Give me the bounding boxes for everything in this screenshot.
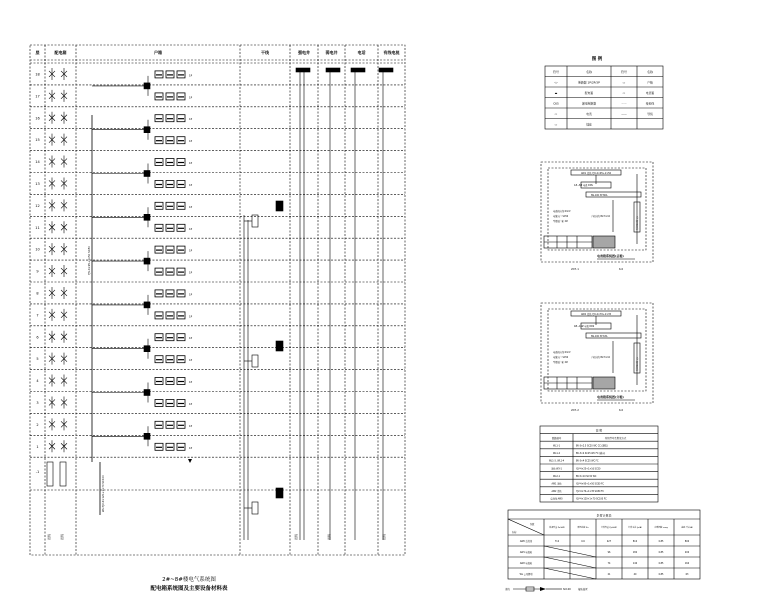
legend-cell: - - - (621, 101, 627, 106)
load-cell: 40 (633, 573, 637, 576)
floor-box (144, 258, 150, 264)
basement-box (60, 462, 66, 486)
legend-cell: ▬ (554, 91, 558, 95)
load-cell: 182 (632, 551, 638, 554)
load-cell: 200 (684, 551, 690, 554)
spec-cell: WL1-3, WL1-4 (548, 459, 565, 463)
legend-header: 符号 (620, 70, 628, 74)
floor-label: 10 (35, 247, 40, 252)
spec-cell: 总进线 AW0 (550, 497, 563, 501)
legend-header: 名称 (646, 70, 654, 74)
spec-header: 回路编号 (551, 437, 562, 441)
load-header: 需用系数 Kx (577, 527, 589, 529)
shaft-top-device (351, 68, 365, 72)
legend-cell: ▭ (554, 112, 558, 116)
load-cell: 800 (684, 540, 690, 543)
legend-cell: 电表箱 (645, 91, 655, 95)
floor-label: 5 (36, 357, 39, 362)
unit-breaker-label: 1P (189, 205, 193, 209)
trunk-meter (276, 488, 283, 498)
load-header: 进线 开关(A) (681, 527, 693, 529)
panel-note: 电缆出户 SC50 (553, 215, 569, 218)
footer-arrow (540, 587, 546, 591)
legend-cell: 电表 (586, 112, 592, 116)
floor-label: 18 (35, 72, 40, 77)
unit-breaker-label: 1P (189, 315, 193, 319)
shaft-top-device (326, 68, 340, 72)
floor-label: 1 (36, 444, 39, 449)
panel-scale-a: 2D7-2 (571, 409, 579, 412)
floor-label: 16 (35, 116, 40, 121)
panel-header: AW1 进线 YJV-4×95+1×50 (580, 172, 612, 175)
basement-label: 进线 (382, 533, 386, 540)
legend-cell: ▭ (554, 122, 558, 127)
load-title: 负荷计算表 (596, 513, 612, 518)
load-cell: 160 (684, 562, 690, 565)
riser-header: 有线电视 (383, 50, 400, 55)
legend-cell: 漏电断路器 (582, 101, 596, 106)
unit-breaker-label: 1P (189, 162, 193, 165)
drawing-title-line1: 2#~8#楼电气系统图 (162, 577, 216, 583)
load-cell: 712 (554, 540, 560, 543)
load-cell: 74 (607, 562, 611, 565)
load-header: 功率因数 cosφ (654, 527, 668, 529)
panel-block (593, 236, 615, 248)
load-cell: 0.85 (658, 562, 664, 565)
unit-breaker-label: 1P (189, 118, 193, 122)
riser-header: 户箱 (154, 50, 162, 55)
shaft-top-device (379, 68, 393, 72)
basement-label: 进线 (47, 533, 51, 540)
floor-box (144, 214, 150, 220)
floor-box (144, 171, 150, 177)
meter-panel-2 (541, 303, 653, 412)
unit-breaker-label: 1P (189, 337, 193, 341)
floor-box (144, 302, 150, 308)
basement-box (47, 462, 53, 486)
floor-label: 2 (36, 422, 39, 427)
riser-header: 配电箱 (54, 50, 67, 55)
meter-panel-1 (541, 162, 653, 271)
floor-box (144, 346, 150, 352)
riser-header: 层 (35, 50, 40, 55)
legend-header: 符号 (552, 70, 560, 74)
panel-caption: 电表箱系统图(总箱) (597, 254, 624, 258)
floor-label: 4 (36, 379, 39, 384)
floor-box (144, 83, 150, 89)
legend-cell: —— (621, 112, 627, 116)
floor-label: 8 (36, 291, 39, 296)
legend-cell: 断路器 1P/2P/3P (578, 80, 600, 85)
spec-cell: WL1-1 (553, 444, 560, 448)
unit-breaker-label: 1P (189, 359, 193, 363)
basement-label: 进线 (60, 533, 64, 540)
load-header: 设备容量 Pe(kW) (549, 527, 565, 529)
riser-header: 强电井 (298, 50, 310, 55)
footer-right: 接地装置 (578, 588, 588, 591)
unit-breaker-label: 1P (189, 271, 193, 275)
legend-cell: 接地线 (645, 101, 655, 106)
load-header: 计算容量 Pjs(kW) (600, 527, 618, 529)
riser-header: 弱电井 (325, 50, 338, 55)
panel-side-label: 接进线总箱 YJV (637, 357, 639, 371)
panel-meter-label: 1#~8# 电表 DDS (574, 184, 593, 187)
footer-left: 进线 (505, 588, 510, 591)
floor-label: 3 (36, 400, 39, 405)
load-cell: 810 (632, 540, 638, 543)
load-cell: 0.85 (658, 540, 664, 543)
spec-header: 导线型号及敷设方式 (604, 437, 627, 441)
spec-cell: YJV-4×25+1×16 SC50 (576, 467, 601, 471)
panel-block (593, 377, 615, 389)
riser-frame (30, 45, 405, 555)
arrow-marker (188, 459, 192, 463)
footer-symbol (505, 587, 588, 591)
load-header: 计算电流 Ijs(A) (628, 527, 642, 529)
drawing-title-line2: 配电箱系统图及主要设备材料表 (150, 586, 228, 592)
basement-label: 进线 (294, 533, 298, 540)
load-cell: AW1 电表箱 (519, 551, 533, 554)
load-cell: AW2 电表箱 (519, 562, 533, 565)
legend-cell: ▭ (622, 91, 626, 95)
spec-cell: AW2 进线 (551, 490, 562, 494)
riser-cable-label: YJV-4×95+1×50 SC80 (88, 246, 91, 275)
unit-breaker-label: 1P (189, 424, 193, 428)
spec-cell: YJV-4×70+1×35 SC80 FC (576, 490, 604, 494)
floor-label: 6 (36, 335, 39, 340)
spec-cell: BV-3×2.5 SC20 WC CC (照明) (576, 444, 608, 448)
panel-side-label: 接进线总箱 YJV (637, 216, 639, 230)
panel-breaker-label: NS-100 3P 63A (591, 335, 608, 338)
riser-header: 电话 (357, 50, 366, 55)
trunk-meter (276, 341, 283, 351)
legend-cell: -◇- (553, 80, 559, 85)
panel-scale-a: 2D7-1 (571, 268, 579, 271)
spec-cell: YJV-4×95+1×50 SC80 FC (576, 482, 604, 486)
spec-cell: BV-3×4 SC25 WC FC (576, 459, 599, 463)
panel-outgoing-label: 户箱出线 BV-3×10 (591, 356, 611, 359)
unit-breaker-label: 1P (189, 249, 193, 253)
unit-breaker-label: 1P (189, 381, 193, 384)
legend-cell: 配电箱 (584, 91, 594, 95)
spec-cell: BV-5×10 SC32 WC (576, 474, 597, 478)
panel-note: 至楼层户箱 2# (553, 220, 568, 223)
load-cell: 21 (607, 573, 611, 576)
spec-cell: 进线 WX-1 (551, 467, 562, 471)
unit-breaker-label: 1P (189, 446, 193, 450)
legend-header: 名称 (585, 70, 593, 74)
spec-cell: BV-3×4 SC25 WC FC (插座) (576, 452, 606, 456)
legend-cell: ▭ (622, 80, 626, 85)
floor-label: 13 (35, 181, 40, 186)
floor-label: 9 (36, 269, 39, 274)
legend-cell: C65 (553, 101, 559, 106)
spec-cell: WL2-1 (553, 474, 560, 478)
riser-header: 干线 (261, 50, 269, 55)
load-cell: 96 (607, 551, 611, 554)
load-cell: 427 (606, 540, 612, 543)
footer-mid: SC100 (563, 588, 571, 591)
spec-cell: WL1-2 (553, 452, 560, 456)
legend-cell: 导线 (647, 112, 653, 116)
floor-box (144, 433, 150, 439)
load-frame (508, 510, 700, 579)
panel-outgoing-label: 户箱出线 BV-3×10 (591, 215, 611, 218)
drawing-title (150, 575, 228, 592)
basement-label: 进线 (327, 533, 331, 540)
panel-note: 电缆出户 SC50 (553, 356, 569, 359)
spec-table (540, 426, 658, 502)
legend-table (545, 55, 663, 129)
load-corner-bottom: 名称 (512, 531, 517, 534)
load-table (508, 510, 700, 579)
legend-cell: 户箱 (647, 80, 653, 85)
load-cell: 0.6 (581, 540, 585, 543)
trunk-meter (276, 201, 283, 211)
unit-breaker-label: 1P (189, 293, 193, 297)
floor-box (144, 127, 150, 133)
panel-note: 电表箱出线 6mm² (553, 210, 572, 213)
trunk-box (252, 215, 258, 227)
riser-diagram (30, 45, 405, 555)
panel-scale-b: 6.0 (619, 268, 624, 271)
load-cell: 140 (632, 562, 638, 565)
load-cell: AW0 总进线 (519, 540, 533, 543)
load-corner-top: 参数 (530, 523, 535, 526)
panel-breaker-label: NS-100 3P 80A (591, 194, 608, 197)
unit-breaker-label: 1P (189, 403, 193, 406)
unit-breaker-label: 1P (189, 74, 193, 78)
spec-cell: YJV-4×120+1×70 SC100 FC (576, 497, 607, 501)
panel-meter-label: 9#~16# 电表 DDS (574, 325, 595, 328)
floor-label: 17 (35, 94, 40, 99)
floor-label: -1 (35, 470, 40, 474)
panel-note: 电表箱出线 6mm² (553, 351, 572, 354)
unit-breaker-label: 1P (189, 184, 193, 187)
spec-cell: AW1 进线 (551, 482, 562, 486)
load-cell: 0.85 (658, 551, 664, 554)
unit-breaker-label: 1P (189, 227, 193, 231)
trunk-box (252, 502, 258, 514)
panel-caption: 电表箱系统图(分箱) (597, 395, 624, 399)
basement-duct-label: WL-YJV-4×120+1×70 SC100 (102, 475, 105, 512)
panel-header: AW2 进线 YJV-4×70+1×35 (580, 313, 612, 316)
spec-title: 说 明 (595, 428, 603, 433)
legend-cell: 插座 (586, 122, 592, 127)
load-cell: WL 公共照明 (519, 573, 533, 576)
panel-note: 至楼层户箱 2# (553, 361, 568, 364)
unit-breaker-label: 1P (189, 140, 193, 144)
floor-label: 7 (36, 313, 39, 318)
load-cell: 63 (685, 573, 689, 576)
floor-label: 14 (35, 160, 40, 165)
shaft-top-device (296, 68, 310, 72)
meter-panel-diagrams (541, 162, 653, 412)
trunk-box (252, 355, 258, 367)
load-cell: 0.85 (658, 573, 664, 576)
legend-title: 图 例 (591, 57, 603, 62)
floor-label: 15 (35, 138, 40, 143)
floor-label: 12 (35, 203, 40, 208)
floor-label: 11 (35, 225, 40, 230)
panel-scale-b: 6.0 (619, 409, 624, 412)
unit-breaker-label: 1P (189, 96, 193, 100)
floor-box (144, 390, 150, 396)
